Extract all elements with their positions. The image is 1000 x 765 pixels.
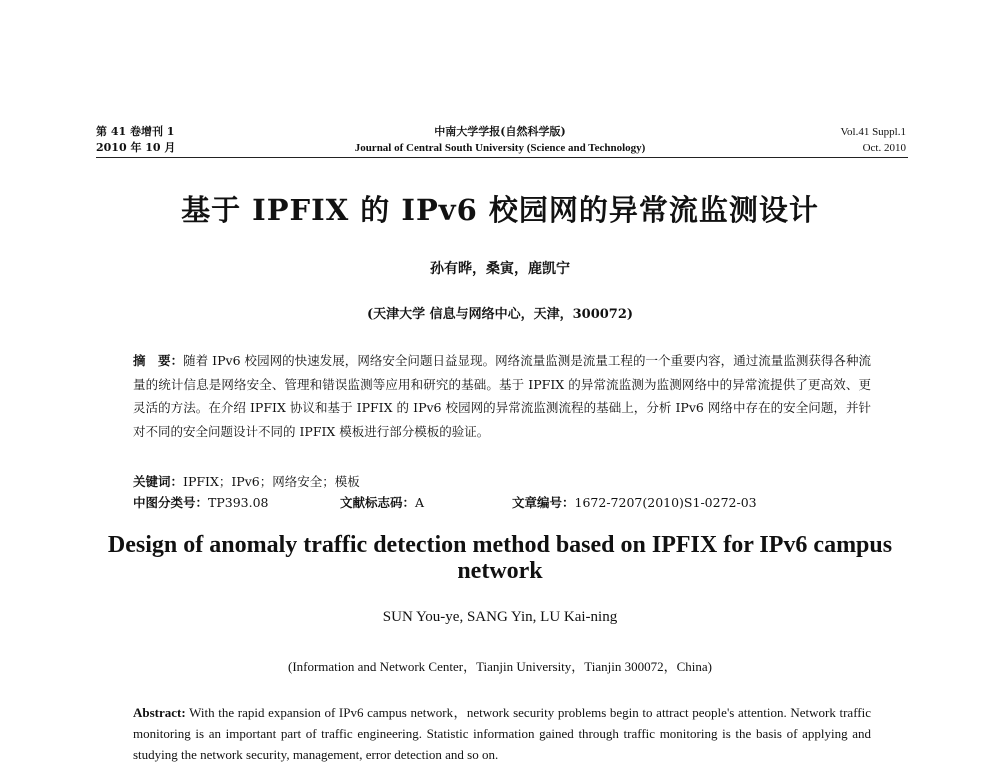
abstract-en-text: With the rapid expansion of IPv6 campus network，network security problems begin to attract people's attention. Network traffic monitoring is an important part of traffic engineering. Statistic information gained through traffic monitoring is the basis of applying and studying the network security, management, error detection and so on. [133, 705, 871, 762]
journal-date-cn: 2010 年 10 月 [96, 141, 176, 154]
abstract-en [133, 702, 871, 765]
document-code [340, 491, 424, 515]
abstract-cn-label: 摘 要： [133, 353, 184, 368]
clc-label: 中图分类号： [133, 495, 209, 510]
journal-name-cn: 中南大学学报(自然科学版) [434, 125, 566, 138]
authors-cn: 孙有晔，桑寅，鹿凯宁 [430, 261, 570, 277]
doc-code-value: A [415, 495, 425, 510]
header-divider [96, 157, 908, 158]
affiliation-en: (Information and Network Center，Tianjin University，Tianjin 300072，China) [287, 659, 713, 674]
keywords-label: 关键词： [133, 474, 184, 489]
journal-volume-en: Vol.41 Suppl.1 [840, 126, 906, 138]
journal-volume-issue: 第 41 卷增刊 1 [96, 125, 175, 138]
paper-title-en: Design of anomaly traffic detection method based on IPFIX for IPv6 campus network [107, 532, 893, 584]
keywords-text: IPFIX；IPv6；网络安全；模板 [183, 474, 360, 489]
paper-title-cn: 基于 IPFIX 的 IPv6 校园网的异常流监测设计 [181, 193, 819, 227]
article-number [512, 491, 757, 515]
journal-name-en: Journal of Central South University (Science and Technology) [354, 142, 646, 154]
doc-code-label: 文献标志码： [340, 495, 416, 510]
journal-date-en: Oct. 2010 [862, 142, 906, 154]
authors-en: SUN You-ye, SANG Yin, LU Kai-ning [382, 609, 618, 625]
article-number-value: 1672-7207(2010)S1-0272-03 [574, 495, 757, 510]
clc-number [133, 491, 269, 515]
affiliation-cn: (天津大学 信息与网络中心，天津，300072) [366, 307, 634, 322]
article-number-label: 文章编号： [512, 495, 575, 510]
abstract-en-label: Abstract: [133, 705, 186, 720]
clc-value: TP393.08 [208, 495, 269, 510]
abstract-cn-text: 随着 IPv6 校园网的快速发展，网络安全问题日益显现。网络流量监测是流量工程的一个重要内容，通过流量监测获得各种流量的统计信息是网络安全、管理和错误监测等应用和研究的基础。基于 IPFIX 的异常流监测为监测网络中的异常流提供了更高效、更灵活的方法。在介绍 IPFIX 协议和基于 IPFIX 的 IPv6 校园网的异常流监测流程的基础上，分析 IPv6 网络中存在的安全问题，并针对不同的安全问题设计不同的 IPFIX 模板进行部分模板的验证。 [133, 353, 871, 439]
abstract-cn [133, 349, 871, 443]
